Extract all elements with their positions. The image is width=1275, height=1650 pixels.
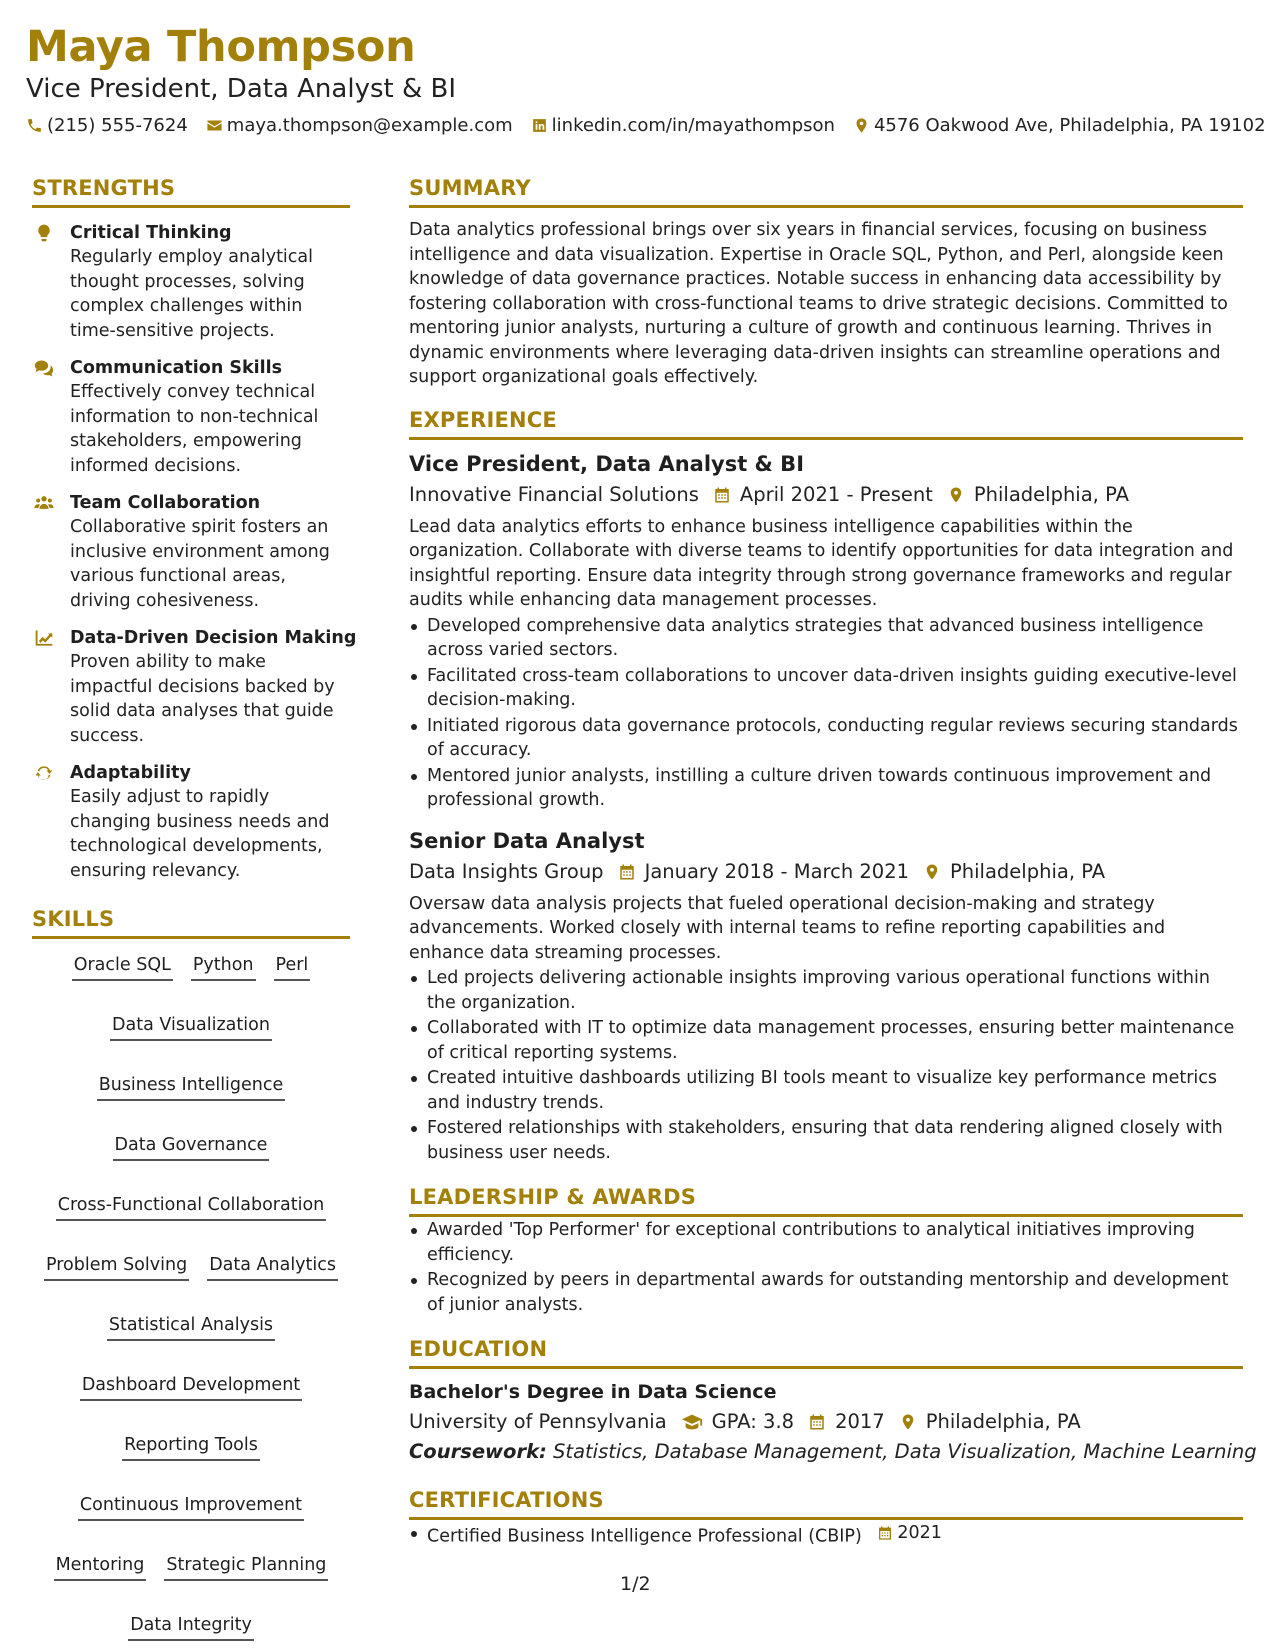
map-marker-icon [923, 863, 941, 881]
phone-icon [26, 117, 43, 134]
job-location-text: Philadelphia, PA [950, 859, 1106, 883]
job-company: Innovative Financial Solutions [409, 482, 699, 506]
strength-item [32, 491, 350, 613]
skill-tag: Continuous Improvement [78, 1493, 304, 1521]
page-number: 1/2 [620, 1573, 651, 1595]
skill-tag: Reporting Tools [122, 1433, 260, 1461]
skill-tag: Mentoring [54, 1553, 147, 1581]
job-title: Vice President, Data Analyst & BI [409, 451, 805, 476]
skill-tag: Problem Solving [44, 1253, 189, 1281]
map-marker-icon [899, 1413, 917, 1431]
map-marker-icon [853, 117, 870, 134]
job-bullet: Initiated rigorous data governance protocols, conducting regular reviews securing standards of accuracy. [409, 714, 1243, 763]
skill-tag: Oracle SQL [72, 953, 173, 981]
education-location [899, 1407, 1081, 1437]
contact-bar [26, 114, 1275, 136]
job-bullet: Mentored junior analysts, instilling a culture driven towards continuous improvement and professional growth. [409, 764, 1243, 813]
strength-desc: Proven ability to make impactful decisions backed by solid data analyses that guide success. [70, 652, 335, 746]
skill-tag: Perl [274, 953, 311, 981]
skill-tag: Data Governance [113, 1133, 270, 1161]
linkedin-text: linkedin.com/in/mayathompson [551, 114, 835, 136]
job-location-text: Philadelphia, PA [973, 482, 1129, 506]
skill-tag: Data Analytics [207, 1253, 338, 1281]
award-item: Awarded 'Top Performer' for exceptional contributions to analytical initiatives improving efficiency. [409, 1218, 1243, 1267]
right-column [409, 176, 1257, 1550]
certification-year [877, 1521, 942, 1546]
job-bullet: Facilitated cross-team collaborations to uncover data-driven insights guiding executive-level decision-making. [409, 664, 1243, 713]
skill-tag: Data Integrity [128, 1613, 254, 1641]
job-location [947, 480, 1129, 510]
skill-tag: Cross-Functional Collaboration [56, 1193, 327, 1221]
job-bullets [409, 614, 1243, 813]
contact-phone[interactable] [26, 115, 188, 136]
job-company: Data Insights Group [409, 859, 604, 883]
strength-name: Communication Skills [70, 358, 283, 378]
education-year-text: 2017 [835, 1410, 885, 1433]
school-name: University of Pennsylvania [409, 1410, 667, 1433]
strengths-heading: STRENGTHS [32, 176, 350, 208]
degree-title: Bachelor's Degree in Data Science [409, 1381, 777, 1403]
experience-heading: EXPERIENCE [409, 408, 1243, 440]
strength-desc: Effectively convey technical information to non-technical stakeholders, empowering informed decisions. [70, 382, 319, 476]
gpa-text: GPA: 3.8 [711, 1410, 795, 1433]
email-text: maya.thompson@example.com [226, 114, 513, 136]
job-entry [409, 450, 1243, 813]
job-meta [409, 480, 1243, 510]
job-dates [618, 857, 909, 887]
job-bullet: Created intuitive dashboards utilizing BI tools meant to visualize key performance metrics and industry trends. [409, 1066, 1243, 1115]
skill-tag: Data Visualization [110, 1013, 272, 1041]
calendar-icon [808, 1413, 826, 1431]
coursework-label: Coursework: [409, 1440, 547, 1463]
calendar-icon [618, 863, 636, 881]
users-icon [34, 493, 54, 513]
calendar-icon [877, 1525, 893, 1541]
job-description: Lead data analytics efforts to enhance business intelligence capabilities within the organization. Collaborate with diverse teams to identify opportunities for data integration and insightful reporting. Ensure data integrity through strong governance frameworks and regular audits while enhancing data management processes. [409, 516, 1234, 610]
certification-year-text: 2021 [897, 1523, 942, 1543]
job-entry [409, 827, 1243, 1166]
comments-icon [34, 358, 54, 378]
address-text: 4576 Oakwood Ave, Philadelphia, PA 19102 [873, 114, 1266, 136]
education-year [808, 1407, 885, 1437]
leadership-heading: LEADERSHIP & AWARDS [409, 1185, 1243, 1217]
strength-name: Adaptability [70, 763, 191, 783]
summary-heading: SUMMARY [409, 176, 1243, 208]
lightbulb-icon [34, 223, 54, 243]
map-marker-icon [947, 486, 965, 504]
certification-item [409, 1521, 1243, 1549]
linkedin-icon [531, 117, 548, 134]
skills-list [32, 953, 350, 1641]
certifications-heading: CERTIFICATIONS [409, 1488, 1243, 1520]
strength-item [32, 761, 350, 883]
coursework-text: Statistics, Database Management, Data Visualization, Machine Learning [553, 1440, 1257, 1463]
contact-address [853, 115, 1266, 136]
phone-text: (215) 555-7624 [47, 114, 188, 136]
candidate-title: Vice President, Data Analyst & BI [26, 74, 457, 104]
award-item: Recognized by peers in departmental awards for outstanding mentorship and development of junior analysts. [409, 1268, 1243, 1317]
candidate-name: Maya Thompson [26, 22, 416, 72]
job-dates-text: April 2021 - Present [739, 482, 933, 506]
certifications-list [409, 1521, 1243, 1549]
contact-email[interactable] [206, 115, 513, 136]
job-meta [409, 857, 1243, 887]
skill-tag: Statistical Analysis [107, 1313, 275, 1341]
coursework [409, 1437, 1257, 1466]
skill-tag: Python [191, 953, 256, 981]
skill-tag: Business Intelligence [97, 1073, 286, 1101]
job-bullets [409, 966, 1243, 1165]
certification-name: Certified Business Intelligence Professional (CBIP) [427, 1526, 862, 1547]
job-bullet: Collaborated with IT to optimize data management processes, ensuring better maintenance of critical reporting systems. [409, 1016, 1243, 1065]
strength-name: Data-Driven Decision Making [70, 628, 357, 648]
calendar-icon [713, 486, 731, 504]
skill-tag: Dashboard Development [80, 1373, 302, 1401]
strength-name: Critical Thinking [70, 223, 232, 243]
job-location [923, 857, 1105, 887]
strength-desc: Regularly employ analytical thought processes, solving complex challenges within time-sensitive projects. [70, 247, 314, 341]
strength-item [32, 221, 350, 343]
strength-name: Team Collaboration [70, 493, 261, 513]
envelope-icon [206, 117, 223, 134]
education-heading: EDUCATION [409, 1337, 1243, 1369]
job-bullet: Fostered relationships with stakeholders, ensuring that data rendering aligned closely with business user needs. [409, 1116, 1243, 1165]
sync-icon [34, 763, 54, 783]
summary-text: Data analytics professional brings over six years in financial services, focusing on business intelligence and data visualization. Expertise in Oracle SQL, Python, and Perl, alongside keen knowledge of data governance practices. Notable success in enhancing data accessibility by fostering collaboration with cross-functional teams to drive strategic decisions. Committed to mentoring junior analysts, nurturing a culture of growth and continuous learning. Thrives in dynamic environments where leveraging data-driven insights can streamline operations and support organizational goals effectively. [409, 220, 1228, 387]
education-gpa [681, 1407, 794, 1437]
job-bullet: Led projects delivering actionable insights improving various operational functions within the organization. [409, 966, 1243, 1015]
job-description: Oversaw data analysis projects that fueled operational decision-making and strategy advancements. Worked closely with internal teams to refine reporting capabilities and enhance data streaming processes. [409, 893, 1166, 963]
leadership-list [409, 1218, 1243, 1317]
contact-linkedin[interactable] [531, 115, 835, 136]
skills-heading: SKILLS [32, 907, 350, 939]
strength-desc: Easily adjust to rapidly changing business needs and technological developments, ensuring relevancy. [70, 787, 330, 881]
graduation-cap-icon [681, 1411, 703, 1433]
education-location-text: Philadelphia, PA [925, 1410, 1081, 1433]
strength-item [32, 626, 357, 748]
job-bullet: Developed comprehensive data analytics strategies that advanced business intelligence across varied sectors. [409, 614, 1243, 663]
job-dates [713, 480, 933, 510]
strength-item [32, 356, 350, 478]
strength-desc: Collaborative spirit fosters an inclusive environment among various functional areas, driving cohesiveness. [70, 517, 330, 611]
left-column [32, 176, 357, 1641]
chart-line-icon [34, 628, 54, 648]
skill-tag: Strategic Planning [164, 1553, 328, 1581]
job-dates-text: January 2018 - March 2021 [644, 859, 910, 883]
job-title: Senior Data Analyst [409, 828, 645, 853]
education-meta [409, 1407, 1243, 1437]
